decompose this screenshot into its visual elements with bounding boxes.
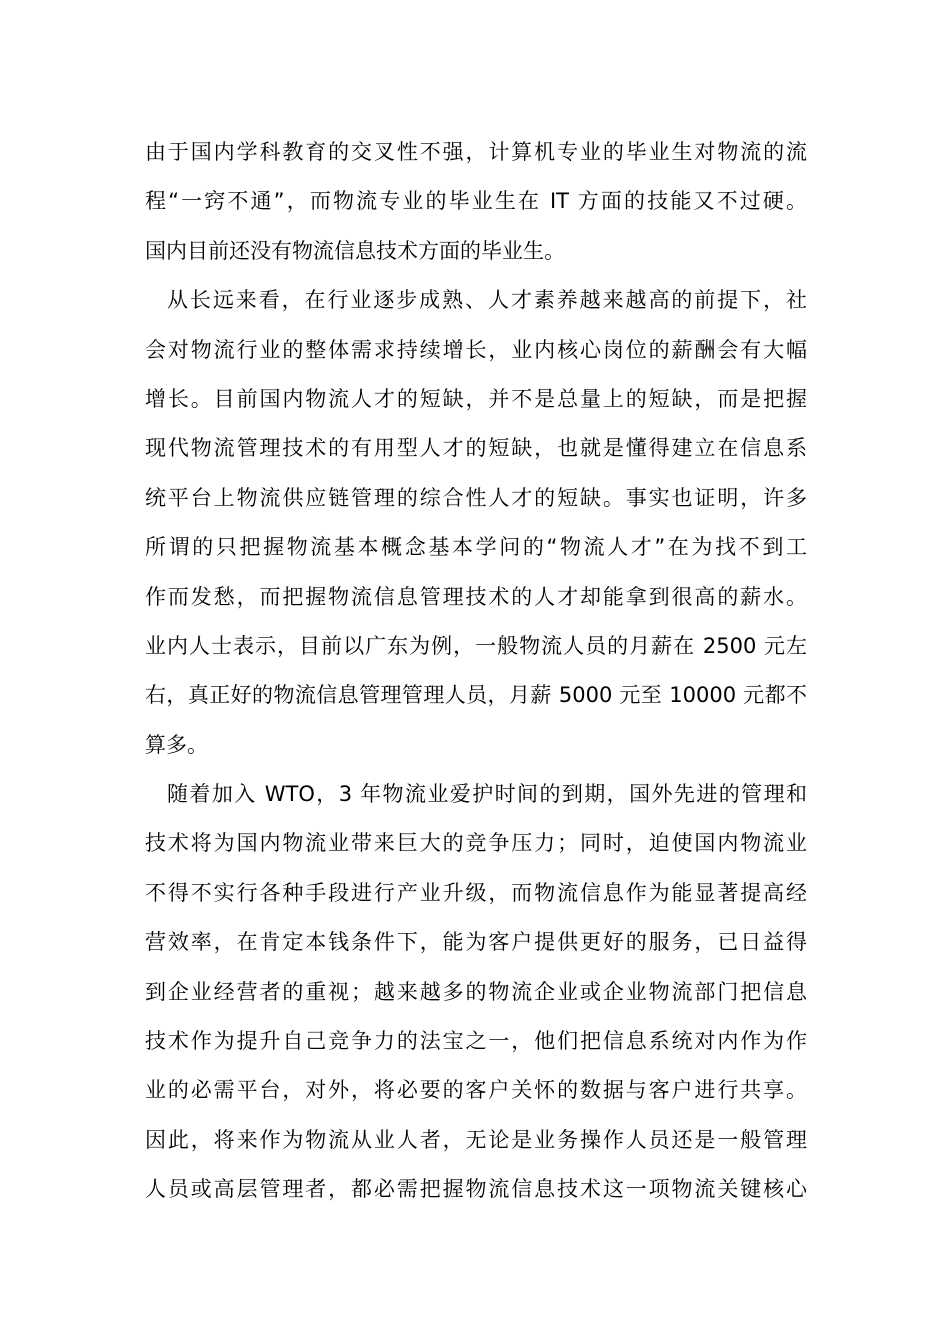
paragraph-1 (145, 128, 807, 276)
text-line: 技术作为提升自己竞争力的法宝之一，他们把信息系统对内作为作 (145, 1029, 807, 1054)
text-line: 人员或高层管理者，都必需把握物流信息技术这一项物流关键核心 (145, 1177, 807, 1202)
text-line: 随着加入 WTO，3 年物流业爱护时间的到期，国外先进的管理和 (167, 782, 807, 807)
text-line: 由于国内学科教育的交叉性不强，计算机专业的毕业生对物流的流 (145, 140, 807, 164)
text-line: 右，真正好的物流信息管理管理人员，月薪 5000 元至 10000 元都不 (145, 683, 807, 708)
body-text (145, 128, 807, 1215)
text-line: 技术将为国内物流业带来巨大的竞争压力；同时，迫使国内物流业 (145, 831, 807, 856)
paragraph-3 (145, 770, 807, 1215)
text-line: 所谓的只把握物流基本概念基本学问的“物流人才”在为找不到工 (145, 535, 807, 560)
text-line: 算多。 (145, 732, 208, 757)
text-line: 增长。目前国内物流人才的短缺，并不是总量上的短缺，而是把握 (145, 386, 807, 411)
text-line: 会对物流行业的整体需求持续增长，业内核心岗位的薪酬会有大幅 (145, 337, 807, 362)
text-line: 业的必需平台，对外，将必要的客户关怀的数据与客户进行共享。 (145, 1078, 807, 1103)
text-line: 因此，将来作为物流从业人者，无论是业务操作人员还是一般管理 (145, 1127, 807, 1152)
text-line: 作而发愁，而把握物流信息管理技术的人才却能拿到很高的薪水。 (145, 584, 807, 609)
text-line: 从长远来看，在行业逐步成熟、人才素养越来越高的前提下，社 (167, 288, 807, 313)
text-line: 营效率，在肯定本钱条件下，能为客户提供更好的服务，已日益得 (145, 930, 807, 955)
text-line: 统平台上物流供应链管理的综合性人才的短缺。事实也证明，许多 (145, 485, 807, 510)
text-line: 不得不实行各种手段进行产业升级，而物流信息作为能显著提高经 (145, 880, 807, 905)
text-line: 国内目前还没有物流信息技术方面的毕业生。 (145, 238, 565, 263)
text-line: 现代物流管理技术的有用型人才的短缺，也就是懂得建立在信息系 (145, 436, 807, 461)
text-line: 到企业经营者的重视；越来越多的物流企业或企业物流部门把信息 (145, 979, 807, 1004)
text-line: 程“一窍不通”，而物流专业的毕业生在 IT 方面的技能又不过硬。 (145, 189, 807, 214)
text-line: 业内人士表示，目前以广东为例，一般物流人员的月薪在 2500 元左 (145, 633, 807, 658)
paragraph-2 (145, 276, 807, 770)
